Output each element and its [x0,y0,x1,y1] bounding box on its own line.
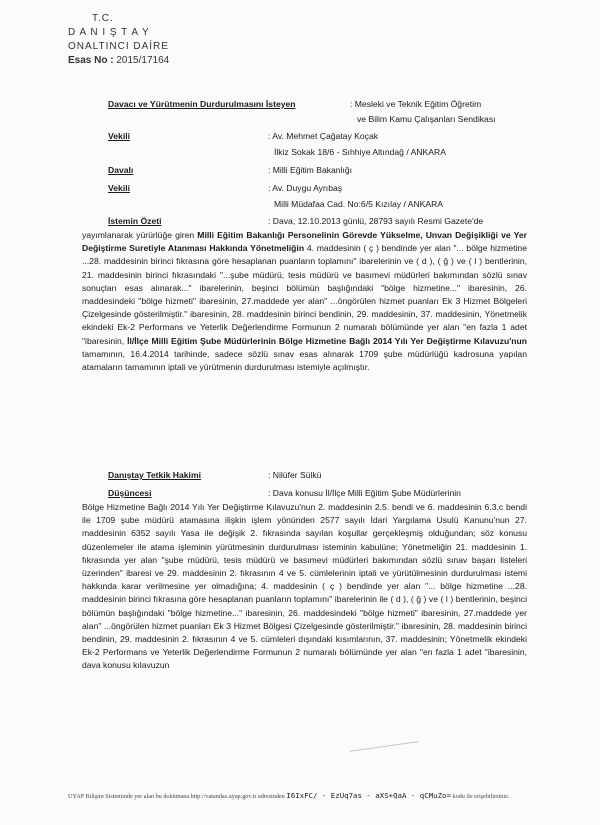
judge-name: : Nilüfer Sülkü [268,470,322,480]
opinion-label: Düşüncesi [108,488,152,498]
signature-mark [347,723,419,752]
plaintiff-line1: : Mesleki ve Teknik Eğitim Öğretim [350,99,482,109]
attorney1-address: İlkiz Sokak 18/6 - Sıhhiye Altındağ / ANKARA [274,147,446,157]
footer: UYAP Bilişim Sisteminde yer alan bu dokümana http://vatandas.uyap.gov.tr adresinden I6IxFC/ - EzUq7as - aXS+QaA - qCMuZo= kodu ile erişebilirsiniz. [68,791,510,800]
summary-first-line: : Dava, 12.10.2013 günlü, 28793 sayılı Resmi Gazete'de [268,216,484,226]
defendant-name: : Milli Eğitim Bakanlığı [268,165,353,175]
judge-label: Danıştay Tetkik Hakimi [108,470,201,480]
opinion-first-line: : Dava konusu İl/İlçe Milli Eğitim Şube Müdürlerinin [268,488,461,498]
header-court: D A N I Ş T A Y [68,27,150,38]
attorney2-label: Vekili [108,183,130,193]
plaintiff-line2: ve Bilim Kamu Çalışanları Sendikası [357,114,496,124]
attorney2-name: : Av. Duygu Ayrıbaş [268,183,343,193]
opinion-paragraph: Bölge Hizmetine Bağlı 2014 Yılı Yer Değiştirme Kılavuzu'nun 2. maddesinin 2.5. bendi ve 6. maddesinin 6.3.c bendi ile 1709 şube müdürü atamasına ilişkin işlem yönünden 2577 sayılı İdari Yargılama Usulü Kanunu'nun 27. maddesinin 6352 sayılı Yasa ile değişik 2. fıkrasında sayılan koşullar gerçekleşmiş olduğundan; söz konusu düzenlemeler ile atama işleminin yürütmesinin durdurulması isteminin kabulüne; Yönetmeliğin 21. maddesinin 1. fıkrasında yer alan "şube müdürü, tesis müdürü ve basımevi müdürleri bakımından sözlü sınav başarı listeleri üzerinden" ibaresi ve 29. maddesinin 2. fıkrasının 4 ve 5. cümlelerinin iptali ve yürütülmesinin durdurulması istemi hakkında karar verilmesine yer olmadığına; 4. maddesinin ( ç ) bendinde yer alan "... bölge hizmetine ...28. maddesinin birinci fıkrasına göre hesaplanan puanların toplamını" ibarelerinin ile ( d ), ( ğ ) ve ( l ) bentlerinin, beşinci bölümün başlığındaki "bölge hizmetine..." ibaresinin, 26. maddesindeki "bölge hizmeti" ibaresinin, 27.maddede yer alan" ...öngörülen hizmet puanları Ek 3 Hizmet Bölgesi Çizelgesinde gösterilmiştir." ibaresinin, 28. maddesinin birinci bendinin, 29. maddesinin 2. fıkrasının 4 ve 5. cümleleri dışındaki kısımlarının, 37. maddesinin; Yönetmelik ekindeki Ek-2 Performans ve Yeterlik Değerlendirme Formunun 2 numaralı bölümünde yer alan "en fazla 1 adet "ibaresinin, dava konusu kılavuzun [82,502,527,671]
header-chamber: ONALTINCI DAİRE [68,41,169,52]
document-header [68,12,169,68]
attorney2-address: Milli Müdafaa Cad. No:6/5 Kızılay / ANKARA [274,199,444,209]
verification-code: I6IxFC/ - EzUq7as - aXS+QaA - qCMuZo= [286,791,451,800]
summary-label: İstemin Özeti [108,216,162,226]
defendant-label: Davalı [108,165,134,175]
header-tc: T.C. [92,13,114,24]
summary-paragraph: yayımlanarak yürürlüğe giren Milli Eğitim Bakanlığı Personelinin Görevde Yükselme, Unvan Değişikliği ve Yer Değiştirme Suretiyle Atanması Hakkında Yönetmeliğin 4. maddesinin ( ç ) bendinde yer alan "... bölge hizmetine ...28. maddesinin birinci fıkrasına göre hesaplanan puanların toplamını" ibarelerinin ve ( d ), ( ğ ) ve ( l ) bentlerinin, 21. maddesinin birinci fıkrasındaki "...şube müdürü, tesis müdürü ve basımevi müdürleri bakımından sözlü sınav sonuçları esas alınarak..." ibarelerinin, beşinci bölümün başlığındaki "bölge hizmetine..." ibaresinin, 26. maddesindeki "bölge hizmeti" ibaresinin, 27.maddede yer alan" ...öngörülen hizmet puanları Ek 3 Hizmet Bölgeleri Çizelgesinde gösterilmiştir." ibaresinin, 28. maddesinin birinci bendinin, 29. maddesinin, 37. maddesinin, Yönetmelik ekindeki Ek-2 Performans ve Yeterlik Değerlendirme Formunun 2 numaralı bölümünde yer alan "en fazla 1 adet "ibaresinin, İl/İlçe Milli Eğitim Şube Müdürlerinin Bölge Hizmetine Bağlı 2014 Yılı Yer Değiştirme Kılavuzu'nun tamamının, 16.4.2014 tarihinde, sadece sözlü sınav esas alınarak 1709 şube müdürlüğü kadrosuna yapılan atamaların tamamının iptali ve yürütmenin durdurulması istemiyle açılmıştır. [82,230,527,373]
case-number: Esas No : 2015/17164 [68,55,170,66]
attorney1-name: : Av. Mehmet Çağatay Koçak [268,131,379,141]
attorney1-label: Vekili [108,131,130,141]
plaintiff-label: Davacı ve Yürütmenin Durdurulmasını İsteyen [108,99,296,109]
